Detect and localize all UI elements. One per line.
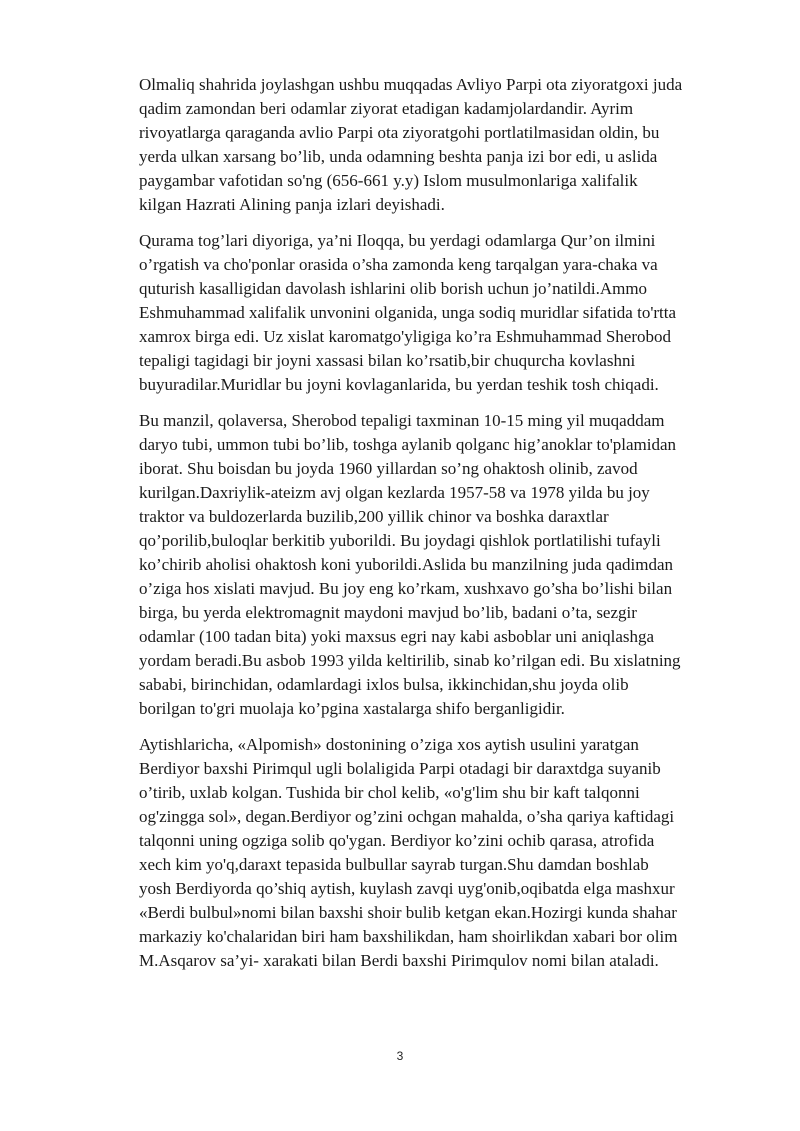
page-number: 3: [396, 1049, 404, 1063]
text-line: Bu manzil, qolaversa, Sherobod tepaligi taxminan 10-15 ming yil muqaddam: [139, 411, 665, 430]
text-line: paygambar vafotidan so'ng (656-661 y.y) Islom musulmonlariga xalifalik: [139, 171, 638, 190]
text-line: Aytishlaricha, «Alpomish» dostonining o’ziga xos aytish usulini yaratgan: [139, 735, 639, 754]
text-line: Berdiyor baxshi Pirimqul ugli bolaligida Parpi otadagi bir daraxtdga suyanib: [139, 759, 661, 778]
text-line: qadim zamondan beri odamlar ziyorat etadigan kadamjolardandir. Ayrim: [139, 99, 634, 118]
text-line: qo’porilib,buloqlar berkitib yuborildi. Bu joydagi qishlok portlatilishi tufayli: [139, 531, 661, 550]
text-line: o’tirib, uxlab kolgan. Tushida bir chol kelib, «o'g'lim shu bir kaft talqonni: [139, 783, 640, 802]
text-line: borilgan to'gri muolaja ko’pgina xastalarga shifo berganligidir.: [139, 699, 565, 718]
text-line: yosh Berdiyorda qo’shiq aytish, kuylash zavqi uyg'onib,oqibatda elga mashxur: [139, 879, 675, 898]
text-line: Olmaliq shahrida joylashgan ushbu muqqadas Avliyo Parpi ota ziyoratgoxi juda: [139, 75, 683, 94]
text-line: kilgan Hazrati Alining panja izlari deyishadi.: [139, 195, 445, 214]
text-line: buyuradilar.Muridlar bu joyni kovlaganlarida, bu yerdan teshik tosh chiqadi.: [139, 375, 659, 394]
text-line: rivoyatlarga qaraganda avlio Parpi ota ziyoratgohi portlatilmasidan oldin, bu: [139, 123, 660, 142]
text-line: traktor va buldozerlarda buzilib,200 yillik chinor va boshka daraxtlar: [139, 507, 609, 526]
text-line: xech kim yo'q,daraxt tepasida bulbullar sayrab turgan.Shu damdan boshlab: [139, 855, 649, 874]
paragraph-1: [139, 73, 749, 217]
text-line: yerda ulkan xarsang bo’lib, unda odamning beshta panja izi bor edi, u aslida: [139, 147, 658, 166]
text-line: xamrox birga edi. Uz xislat karomatgo'yligiga ko’ra Eshmuhammad Sherobod: [139, 327, 671, 346]
text-line: daryo tubi, ummon tubi bo’lib, toshga aylanib qolganc hig’anoklar to'plamidan: [139, 435, 677, 454]
text-line: tepaligi tagidagi bir joyni xassasi bilan ko’rsatib,bir chuqurcha kovlashni: [139, 351, 636, 370]
text-line: odamlar (100 tadan bita) yoki maxsus egri nay kabi asboblar uni aniqlashga: [139, 627, 655, 646]
document-body: [139, 73, 749, 985]
paragraph-4: [139, 733, 749, 973]
text-line: markaziy ko'chalaridan biri ham baxshilikdan, ham shoirlikdan xabari bor olim: [139, 927, 678, 946]
text-line: sababi, birinchidan, odamlardagi ixlos bulsa, ikkinchidan,shu joyda olib: [139, 675, 629, 694]
text-line: quturish kasalligidan davolash ishlarini olib borish uchun jo’natildi.Ammo: [139, 279, 648, 298]
paragraph-2: [139, 229, 749, 397]
text-line: kurilgan.Daxriylik-ateizm avj olgan kezlarda 1957-58 va 1978 yilda bu joy: [139, 483, 650, 502]
text-line: M.Asqarov sa’yi- xarakati bilan Berdi baxshi Pirimqulov nomi bilan ataladi.: [139, 951, 659, 970]
text-line: Eshmuhammad xalifalik unvonini olganida, unga sodiq muridlar sifatida to'rtta: [139, 303, 677, 322]
text-line: iborat. Shu boisdan bu joyda 1960 yillardan so’ng ohaktosh olinib, zavod: [139, 459, 638, 478]
text-line: «Berdi bulbul»nomi bilan baxshi shoir bulib ketgan ekan.Hozirgi kunda shahar: [139, 903, 677, 922]
text-line: ko’chirib aholisi ohaktosh koni yuborildi.Aslida bu manzilning juda qadimdan: [139, 555, 674, 574]
text-line: o’rgatish va cho'ponlar orasida o’sha zamonda keng tarqalgan yara-chaka va: [139, 255, 658, 274]
text-line: o’ziga hos xislati mavjud. Bu joy eng ko’rkam, xushxavo go’sha bo’lishi bilan: [139, 579, 673, 598]
text-line: talqonni uning ogziga solib qo'ygan. Berdiyor ko’zini ochib qarasa, atrofida: [139, 831, 655, 850]
text-line: og'zingga sol», degan.Berdiyor og’zini ochgan mahalda, o’sha qariya kaftidagi: [139, 807, 675, 826]
text-line: yordam beradi.Bu asbob 1993 yilda keltirilib, sinab ko’rilgan edi. Bu xislatning: [139, 651, 681, 670]
paragraph-3: [139, 409, 749, 721]
text-line: Qurama tog’lari diyoriga, ya’ni Iloqqa, bu yerdagi odamlarga Qur’on ilmini: [139, 231, 656, 250]
text-line: birga, bu yerda elektromagnit maydoni mavjud bo’lib, badani o’ta, sezgir: [139, 603, 637, 622]
